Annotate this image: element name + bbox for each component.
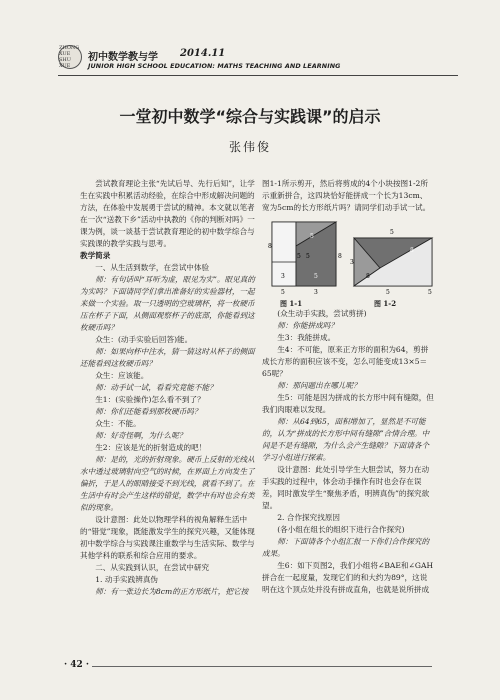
issue-date: 2014.11	[180, 48, 226, 59]
fig1-label-top: 5	[310, 233, 314, 240]
paragraph: 生1：(实验操作)怎么看不到了？	[95, 395, 205, 404]
header-rule	[58, 75, 458, 76]
paragraph: 师：下面请各个小组汇报一下你们合作探究的成果。	[262, 537, 430, 558]
figure-1-2	[350, 218, 436, 296]
paragraph: 2. 合作探究找原因	[277, 513, 341, 522]
fig2-label-top: 5	[390, 229, 394, 236]
fig1-label-right: 8	[338, 253, 342, 260]
article-author: 张伟俊	[228, 140, 271, 154]
paragraph: 生2：应该是光的折射造成的吧！	[95, 443, 207, 452]
page-number: · 42 ·	[64, 660, 90, 670]
paragraph: (各小组在组长的组织下进行合作探究)	[277, 525, 405, 534]
caption-figure-1-1: 图 1-1	[280, 299, 303, 308]
paragraph: 师：你能拼成吗？	[277, 321, 338, 330]
left-column	[80, 178, 255, 598]
paragraph: 图1-1所示剪开，然后将剪成的4个小块按图1-2所示重新拼合，这四块恰好能拼成一个长为13cm、宽为5cm的长方形纸片吗？请同学们动手试一试。	[262, 179, 431, 212]
paragraph: 众生：不能。	[95, 419, 141, 428]
paragraph: 设计意图：此处引导学生大胆尝试，努力在动手实践的过程中，体会动手操作有时也会存在误差，同时激发学生“聚焦矛盾，明辨真伪”的探究欲望。	[262, 465, 430, 510]
fig2-label-left: 3	[350, 259, 354, 266]
fig2-label-a: 8	[410, 247, 414, 254]
journal-logo	[58, 45, 82, 69]
caption-figure-1-2: 图 1-2	[374, 299, 397, 308]
paragraph: 生6：如下页图2，我们小组将∠BAE和∠GAH拼合在一起度量，发现它们的和大约为89°，这说明在这个顶点处并没有拼成直角，也就是说所拼成	[262, 561, 434, 594]
fig2-label-bottom: 5	[386, 289, 390, 296]
paragraph: 生4：不可能，原来正方形的面积为64，剪拼成长方形的面积应该不变，怎么可能变成13×5＝65呢？	[262, 345, 429, 378]
journal-name: 初中数学教与学	[88, 52, 158, 63]
fig1-label-b1: 3	[281, 273, 285, 280]
figures	[262, 218, 434, 306]
paragraph: 教学简录	[80, 251, 111, 260]
paragraph: 师：有一张边长为8cm的正方形纸片，把它按	[95, 587, 249, 596]
paragraph: 师：好奇怪啊，为什么呢？	[95, 431, 187, 440]
paragraph: 师：是的，光的折射现象。硬币上反射的光线从水中透过玻璃射向空气的时候，在界面上方向发生了偏折，于是人的眼睛接受不到光线，就看不到了。在生活中有时会产生这样的错觉，数学中有时也会有类似的现象。	[80, 455, 255, 512]
right-column-top-text	[262, 178, 434, 214]
fig1-label-b3: 5	[281, 289, 285, 296]
article-title: 一堂初中数学“综合与实践课”的启示	[119, 107, 381, 126]
paragraph: 师：动手试一试，看看究竟能不能？	[95, 383, 217, 392]
paragraph: 师：如果向杯中注水，猜一猜这时从杯子的侧面还能看到这枚硬币吗？	[80, 347, 255, 368]
figure-1-1	[266, 218, 342, 296]
paragraph: 设计意图：此处以物理学科的视角解释生活中的“错觉”现象，既能激发学生的探究兴趣，又能体现初中数学综合与实践课注重数学与生活实际、数学与其他学科的联系和综合应用的要求。	[80, 515, 255, 560]
paragraph: 一、从生活到数学，在尝试中体验	[95, 263, 210, 272]
paragraph: 二、从实践到认识，在尝试中研究	[95, 563, 210, 572]
paragraph: 师：有句话叫“耳听为虚，眼见为实”。眼见真的为实吗？下面请同学们拿出准备好的实验器材，一起来做一个实验。取一只透明的空玻璃杯，将一枚硬币压在杯子下面，从侧面观察杯子的底部，你能看到这枚硬币吗？	[80, 275, 255, 332]
footer-rule	[92, 666, 432, 667]
right-column-bottom-text	[262, 308, 434, 596]
journal-subtitle: JUNIOR HIGH SCHOOL EDUCATION: MATHS TEACHING AND LEARNING	[88, 62, 341, 70]
fig1-label-left: 8	[268, 243, 272, 250]
fig1-label-b2: 5	[314, 273, 318, 280]
paragraph: 师：那问题出在哪儿呢？	[277, 381, 361, 390]
paragraph: 师：你们还能看到那枚硬币吗？	[95, 407, 202, 416]
paragraph: 生3：我能拼成。	[277, 333, 336, 342]
paragraph: (众生动手实践，尝试剪拼)	[277, 309, 367, 318]
paragraph: 1. 动手实践辨真伪	[95, 575, 159, 584]
paragraph: 众生：应该能。	[95, 371, 149, 380]
fig1-label-b4: 3	[314, 289, 318, 296]
paragraph: 尝试教育理论主张“先试后导、先行后知”，让学生在实践中积累活动经验，在综合中形成解决问题的方法，在体验中发展勇于尝试的精神。本文就以笔者在一次“送教下乡”活动中执教的《你的判断对吗》一课为例，谈一谈基于尝试教育理论的初中数学综合与实践课的教学实践与思考。	[80, 179, 255, 248]
fig1-label-m1: 5	[297, 253, 301, 260]
fig2-label-br: 5	[428, 289, 432, 296]
fig2-label-b: 8	[366, 273, 370, 280]
paragraph: 生5：可能是因为拼成的长方形中间有缝隙，但我们肉眼难以发现。	[262, 393, 434, 414]
journal-header	[58, 45, 458, 85]
paragraph: 师：从64到65，面积增加了，显然是不可能的，认为“拼成的长方形中间有缝隙”合情合理。中间是不是有缝隙，为什么会产生缝隙？下面请各个学习小组进行探索。	[262, 417, 430, 462]
fig1-label-m2: 5	[306, 253, 310, 260]
logo-text: ZHONG XUE SHU XUE	[59, 45, 80, 69]
right-column	[262, 178, 434, 596]
paragraph: 众生：(动手实验后回答)能。	[95, 335, 193, 344]
